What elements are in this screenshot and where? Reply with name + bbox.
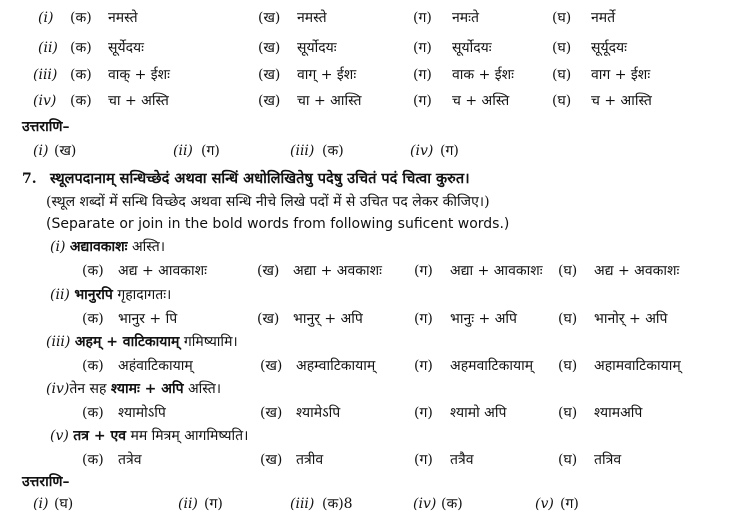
option-label: (घ) (558, 263, 578, 279)
option-text: वाग् + ईशः (297, 67, 357, 83)
option-text: भानुर + पि (118, 311, 178, 327)
option-text: नमःते (452, 10, 479, 26)
option-text: नमस्ते (297, 10, 327, 26)
roman-numeral: (ii) (38, 40, 58, 56)
part-bold-word: तत्र + एव (73, 428, 127, 444)
answer-roman: (iii) (290, 496, 315, 512)
option-label: (ग) (414, 311, 433, 327)
option-text: च + आस्ति (591, 93, 652, 109)
part-iii-sentence (46, 331, 238, 353)
question-title: स्थूलपदानाम् सन्धिच्छेदं अथवा सन्धिं अधोलिखितेषु पदेषु उचितं पदं चित्वा कुरुत। (50, 170, 470, 187)
option-text: च + अस्ति (452, 93, 510, 109)
option-label: (घ) (558, 358, 578, 374)
roman-numeral: (i) (38, 10, 54, 26)
answer-value: (ग) (560, 496, 579, 512)
option-label: (ख) (258, 40, 281, 56)
answer-roman: (i) (33, 143, 49, 159)
option-text: अहंवाटिकायाम् (118, 358, 193, 374)
part-rest-text: गृहादागतः। (112, 287, 172, 303)
part-roman: (v) (50, 428, 69, 444)
part-bold-word: अहम् + वाटिकायाम् (74, 334, 180, 350)
answer-roman: (iv) (410, 143, 434, 159)
option-text: नमर्ते (591, 10, 616, 26)
option-text: अद्य + आवकाशः (118, 263, 207, 279)
option-label: (घ) (552, 40, 572, 56)
option-text: श्यामअपि (594, 405, 643, 421)
answer-value: (ग) (440, 143, 459, 159)
question-english-instruction: (Separate or join in the bold words from following suficent words.) (46, 216, 510, 232)
roman-numeral: (iv) (33, 93, 57, 109)
option-label: (क) (70, 40, 92, 56)
option-text: भानुः + अपि (450, 311, 517, 327)
option-label: (क) (70, 67, 92, 83)
option-row-iii (0, 64, 732, 86)
option-text: चा + आस्ति (297, 93, 362, 109)
part-v-options (0, 449, 732, 471)
option-text: वाक् + ईशः (108, 67, 171, 83)
part-bold-word: श्यामः + अपि (110, 381, 184, 397)
option-label: (ख) (260, 452, 283, 468)
option-label: (ख) (258, 67, 281, 83)
answers-heading: उत्तराणि– (22, 119, 70, 135)
part-roman: (iv) (46, 381, 70, 397)
answer-value: (घ) (54, 496, 74, 512)
option-label: (क) (82, 311, 104, 327)
option-label: (ग) (414, 452, 433, 468)
part-rest-text: गमिष्यामि। (179, 334, 238, 350)
answer-value: (ग) (201, 143, 220, 159)
option-text: श्यामोऽपि (118, 405, 166, 421)
option-text: सूर्योदयः (297, 40, 337, 56)
option-label: (ख) (260, 405, 283, 421)
answer-value: (ग) (204, 496, 223, 512)
option-row-ii (0, 37, 732, 59)
option-label: (ग) (413, 93, 432, 109)
option-text: अहम्वाटिकायाम् (296, 358, 376, 374)
option-text: भानोर् + अपि (594, 311, 668, 327)
option-label: (घ) (552, 10, 572, 26)
answer-roman: (ii) (173, 143, 193, 159)
answers-heading: उत्तराणि– (22, 474, 70, 490)
option-text: तत्रीव (296, 452, 324, 468)
option-text: तत्रिव (594, 452, 622, 468)
answers-row (0, 140, 732, 162)
part-i-options (0, 260, 732, 282)
answer-roman: (i) (33, 496, 49, 512)
option-label: (घ) (552, 93, 572, 109)
option-text: तत्रैव (450, 452, 474, 468)
part-v-sentence (50, 425, 248, 447)
option-label: (क) (82, 405, 104, 421)
part-iv-sentence (46, 378, 221, 400)
part-roman: (i) (50, 239, 66, 255)
option-text: तत्रेव (118, 452, 142, 468)
option-label: (ख) (257, 263, 280, 279)
option-text: अद्या + अवकाशः (293, 263, 382, 279)
part-ii-sentence (50, 284, 171, 306)
answer-value: (ख) (54, 143, 77, 159)
option-row-iv (0, 90, 732, 112)
option-label: (घ) (558, 452, 578, 468)
answer-roman: (iii) (290, 143, 315, 159)
question-hindi-instruction: (स्थूल शब्दों में सन्धि विच्छेद अथवा सन्धि नीचे लिखे पदों में से उचित पद लेकर कीजिए।) (46, 194, 490, 210)
part-bold-word: अद्यावकाशः (69, 239, 128, 255)
answer-value: (क) (441, 496, 463, 512)
option-text: अद्य + अवकाशः (594, 263, 680, 279)
option-text: सूर्यूदयः (591, 40, 627, 56)
part-rest-text: मम मित्रम् आगमिष्यति। (126, 428, 249, 444)
option-label: (क) (82, 263, 104, 279)
part-pre-text: तेन सह (69, 381, 111, 397)
option-label: (ग) (413, 40, 432, 56)
answer-value: (क)8 (322, 496, 353, 512)
roman-numeral: (iii) (33, 67, 58, 83)
option-text: अद्या + आवकाशः (450, 263, 543, 279)
part-i-sentence (50, 236, 165, 258)
option-label: (ग) (413, 67, 432, 83)
option-label: (घ) (558, 405, 578, 421)
option-label: (ग) (413, 10, 432, 26)
option-row-i (0, 7, 732, 29)
option-text: चा + अस्ति (108, 93, 169, 109)
part-iv-options (0, 402, 732, 424)
option-label: (घ) (552, 67, 572, 83)
part-rest-text: अस्ति। (127, 239, 166, 255)
option-text: अहमवाटिकायाम् (450, 358, 534, 374)
option-label: (ख) (258, 93, 281, 109)
option-label: (क) (82, 452, 104, 468)
option-label: (घ) (558, 311, 578, 327)
option-text: सूर्योदयः (452, 40, 492, 56)
part-ii-options (0, 308, 732, 330)
option-label: (ग) (414, 405, 433, 421)
option-text: नमस्ते (108, 10, 138, 26)
option-text: अहामवाटिकायाम् (594, 358, 681, 374)
option-text: वाग + ईशः (591, 67, 651, 83)
option-label: (ग) (414, 263, 433, 279)
option-text: श्यामेऽपि (296, 405, 341, 421)
part-rest-text: अस्ति। (183, 381, 222, 397)
answer-roman: (iv) (413, 496, 437, 512)
part-roman: (ii) (50, 287, 70, 303)
option-text: सूर्येदयः (108, 40, 144, 56)
answer-roman: (ii) (178, 496, 198, 512)
question-number: 7. (22, 171, 37, 187)
option-label: (क) (70, 93, 92, 109)
option-label: (क) (70, 10, 92, 26)
option-label: (क) (82, 358, 104, 374)
part-roman: (iii) (46, 334, 71, 350)
part-bold-word: भानुरपि (74, 287, 113, 303)
option-label: (ख) (257, 311, 280, 327)
option-text: भानुर् + अपि (293, 311, 363, 327)
answer-roman: (v) (535, 496, 554, 512)
answers-row (0, 493, 732, 515)
option-label: (ख) (258, 10, 281, 26)
option-text: श्यामो अपि (450, 405, 507, 421)
option-label: (ख) (260, 358, 283, 374)
option-label: (ग) (414, 358, 433, 374)
answer-value: (क) (322, 143, 344, 159)
part-iii-options (0, 355, 732, 377)
option-text: वाक + ईशः (452, 67, 515, 83)
